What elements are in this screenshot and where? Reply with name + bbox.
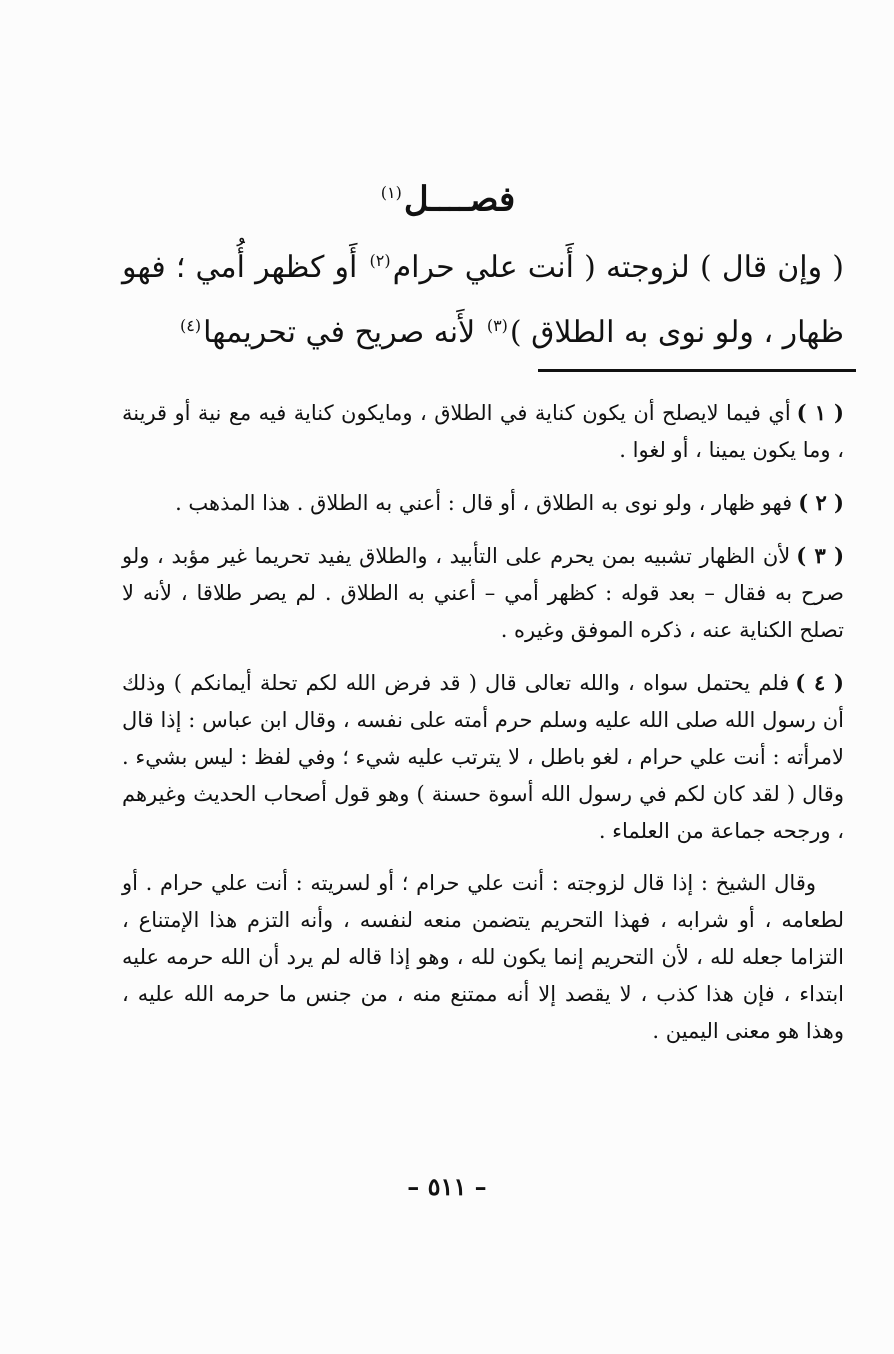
main-note-ref-2: (٢) [369,251,391,270]
footnote [122,537,844,649]
heading-title: فصــــل [403,179,516,220]
footnote-text: فهو ظهار ، ولو نوى به الطلاق ، أو قال : أعني به الطلاق . هذا المذهب . [175,491,793,515]
footnotes [122,394,844,1050]
footnote [122,664,844,850]
main-text-part3: لأَنه صريح في تحريمها [203,315,485,350]
heading-note-ref: (١) [380,183,402,202]
main-text-part1: ( وإن قال ) لزوجته ( أَنت علي حرام [392,250,844,285]
main-text [122,232,844,362]
footnote-text: فلم يحتمل سواه ، والله تعالى قال ( قد فرض الله لكم تحلة أيمانكم ) وذلك أن رسول الله صلى الله عليه وسلم حرم أمته على نفسه ، وقال ابن عباس : إذا قال لامرأته : أنت علي حرام ، لغو باطل ، لا يترتب عليه شيء ؛ وفي لفظ : ليس بشيء . وقال ( لقد كان لكم في رسول الله أسوة حسنة ) وهو قول أصحاب الحديث وغيرهم ، ورجحه جماعة من العلماء . [122,671,844,843]
main-paragraph [122,232,844,362]
footnote-text: لأن الظهار تشبيه بمن يحرم على التأبيد ، والطلاق يفيد تحريما غير مؤبد ، ولو صرح به فقال – بعد قوله : كظهر أمي – أعني به الطلاق . لم يصر طلاقا ، لأنه لا تصلح الكناية عنه ، ذكره الموفق وغيره . [122,544,844,642]
main-note-ref-3: (٣) [486,316,508,335]
footnote-divider [538,369,856,372]
footnote-number: ( ٤ ) [795,670,844,695]
footnote [122,484,844,522]
footnote-number: ( ٣ ) [796,543,845,568]
footnote-continuation: وقال الشيخ : إذا قال لزوجته : أنت علي حرام ؛ أو لسريته : أنت علي حرام . أو لطعامه ، أو شرابه ، فهذا التحريم يتضمن منعه لنفسه ، وأنه التزم هذا الإمتناع ، التزاما جعله لله ، لأن التحريم إنما يكون لله ، وهو إذا قاله لم يرد أن الله حرمه عليه ابتداء ، فإن هذا كذب ، لا يقصد إلا أنه ممتنع منه ، من جنس ما حرمه الله عليه ، وهذا هو معنى اليمين . [122,871,844,1043]
footnote [122,394,844,469]
footnote-number: ( ٢ ) [798,490,844,515]
footnote-number: ( ١ ) [796,400,844,425]
page-number: – ٥١١ – [407,1172,487,1201]
section-heading [0,168,894,224]
footnote-text: أي فيما لايصلح أن يكون كناية في الطلاق ، ومايكون كناية فيه مع نية أو قرينة ، وما يكون يمينا ، أو لغوا . [122,401,844,462]
main-text-part2: أَو كظهر أُمي ؛ فهو ظهار ، ولو نوى به الطلاق ) [122,250,844,350]
main-note-ref-4: (٤) [180,316,202,335]
